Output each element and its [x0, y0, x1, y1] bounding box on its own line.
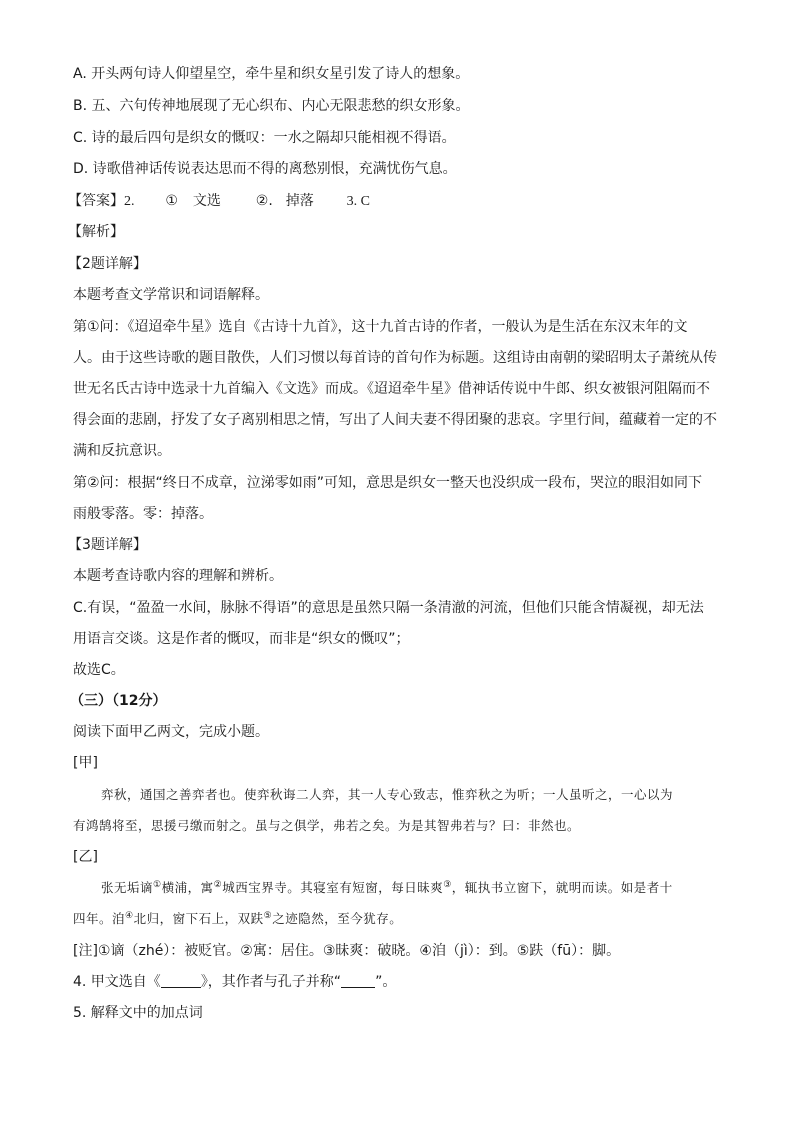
jia-text-line: 弈秋，通国之善弈者也。使弈秋诲二人弈，其一人专心致志，惟弈秋之为听；一人虽听之，一心以为 [101, 787, 674, 802]
yi-text-segment: 之迹隐然，至今犹存。 [272, 911, 403, 926]
answer-2: 掉落 [285, 193, 314, 209]
question-4-text: ”。 [375, 974, 397, 990]
answer-line [68, 191, 370, 211]
yi-label: [乙] [73, 849, 98, 865]
jia-text-line: 有鸿鹄将至，思援弓缴而射之。虽与之俱学，弗若之矣。为是其智弗若与？曰：非然也。 [73, 818, 581, 833]
yi-text-segment: 北归，窗下石上，双趺 [133, 911, 264, 926]
answer-q3: 3. C [346, 194, 370, 209]
note-marker: ③ [443, 879, 452, 890]
choice-b: B. 五、六句传神地展现了无心织布、内心无限悲愁的织女形象。 [73, 98, 470, 114]
note-marker: ① [153, 879, 162, 890]
question-4 [73, 972, 396, 992]
answer-1: 文选 [192, 193, 221, 209]
detail2-p1-line: 满和反抗意识。 [73, 443, 171, 459]
yi-text-segment: 四年。洎 [73, 911, 126, 926]
answer-q2: 2. [124, 194, 135, 209]
yi-text-line-2 [73, 909, 402, 929]
jia-label: [甲] [73, 755, 98, 771]
answer-label: 【答案】 [68, 193, 124, 209]
choice-d: D. 诗歌借神话传说表达思而不得的离愁别恨，充满忧伤气息。 [73, 161, 457, 177]
note-marker: ② [213, 879, 223, 890]
answer-blank[interactable] [341, 973, 375, 988]
detail3-p-line: C.有误，“盈盈一水间，脉脉不得语”的意思是虽然只隔一条清澈的河流，但他们只能含情凝视，却无法 [73, 600, 704, 616]
detail2-label: 【2题详解】 [68, 256, 147, 272]
detail3-intro: 本题考查诗歌内容的理解和辨析。 [73, 568, 283, 584]
detail3-label: 【3题详解】 [68, 537, 147, 553]
detail3-p-line: 用语言交谈。这是作者的慨叹，而非是“织女的慨叹”； [73, 631, 410, 647]
instruction: 阅读下面甲乙两文，完成小题。 [73, 724, 269, 740]
choice-a: A. 开头两句诗人仰望星空，牵牛星和织女星引发了诗人的想象。 [73, 66, 470, 82]
choice-c: C. 诗的最后四句是织女的慨叹：一水之隔却只能相视不得语。 [73, 130, 456, 146]
analysis-label: 【解析】 [68, 224, 124, 240]
note-marker: ⑤ [263, 910, 273, 921]
detail2-p1-line: 世无名氏古诗中选录十九首编入《文选》而成。《迢迢牵牛星》借神话传说中牛郎、织女被银河阻隔而不 [73, 381, 710, 397]
yi-text-segment: 横浦，寓 [161, 880, 214, 895]
detail2-p2-line: 第②问：根据“终日不成章，泣涕零如雨”可知，意思是织女一整天也没织成一段布，哭泣的眼泪如同下 [73, 475, 703, 491]
detail2-p1-line: 得会面的悲剧，抒发了女子离别相思之情，写出了人间夫妻不得团聚的悲哀。字里行间，蕴藏着一定的不 [73, 412, 717, 428]
detail2-p2-line: 雨般零落。零：掉落。 [73, 506, 213, 522]
detail2-intro: 本题考查文学常识和词语解释。 [73, 287, 269, 303]
section-3-heading: （三）（12分） [70, 693, 167, 709]
yi-text-segment: ，辄执书立窗下，就明而读。如是者十 [451, 880, 673, 895]
question-5: 5. 解释文中的加点词 [73, 1005, 203, 1021]
answer-marker-1: ① [165, 193, 178, 209]
yi-text-line-1 [101, 878, 673, 898]
question-4-text: 》，其作者与孔子并称“ [200, 974, 342, 990]
yi-text-segment: 张无垢谪 [101, 880, 154, 895]
note-marker: ④ [125, 910, 134, 921]
answer-blank[interactable] [161, 973, 201, 988]
detail3-end: 故选C。 [73, 662, 125, 678]
yi-text-segment: 城西宝界寺。其寝室有短窗，每日昧爽 [222, 880, 444, 895]
answer-marker-2: ②. [255, 193, 273, 209]
detail2-p1-line: 第①问：《迢迢牵牛星》选自《古诗十九首》，这十九首古诗的作者，一般认为是生活在东汉末年的文 [73, 319, 688, 335]
question-4-text: 4. 甲文选自《 [73, 974, 161, 990]
detail2-p1-line: 人。由于这些诗歌的题目散佚，人们习惯以每首诗的首句作为标题。这组诗由南朝的梁昭明太子萧统从传 [73, 350, 717, 366]
annotation-note: [注]①谪（zhé）：被贬官。②寓：居住。③昧爽：破晓。④洎（jì）：到。⑤趺（fū）：脚。 [73, 943, 621, 959]
